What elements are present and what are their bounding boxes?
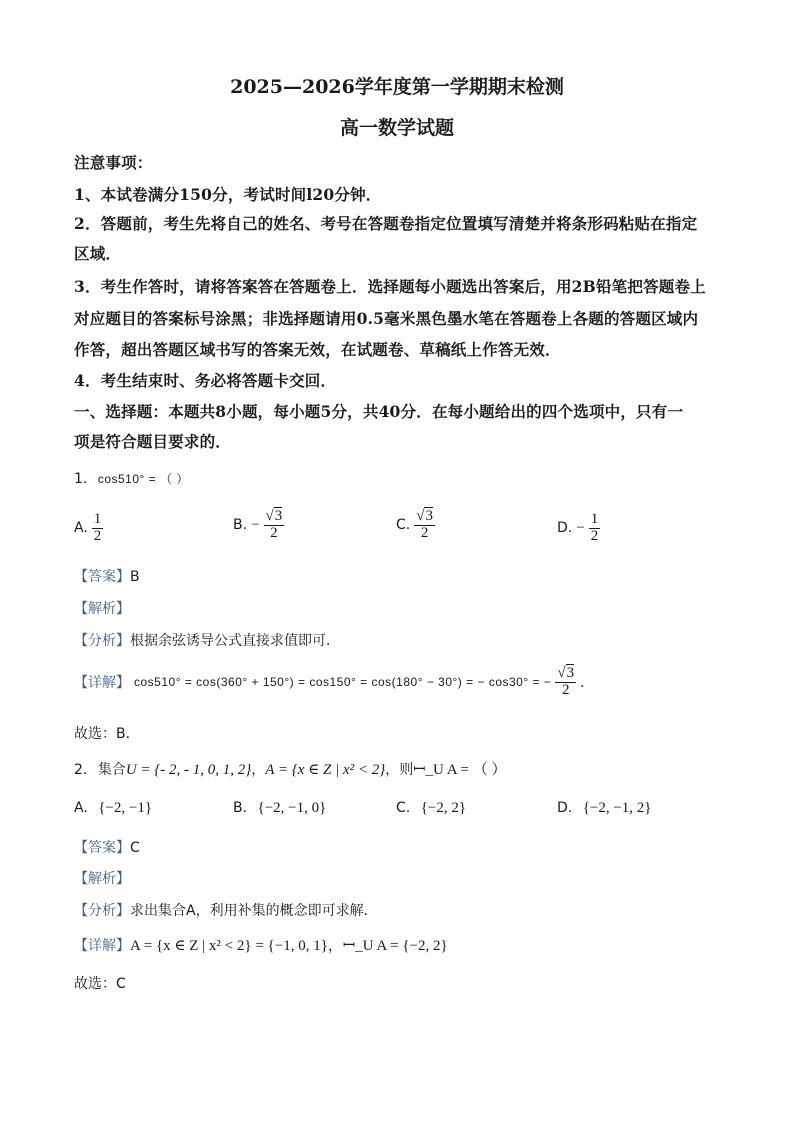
denominator: 2 [590, 527, 599, 544]
answer-value: B [130, 569, 140, 585]
answer-value: C [130, 840, 140, 856]
notes-item-1: 1、本试卷满分150分，考试时间l20分钟． [74, 185, 382, 204]
question-1-stem [74, 470, 189, 487]
q2-option-d [557, 800, 652, 817]
section-heading-line-1: 一、选择题：本题共8小题，每小题5分，共40分．在每小题给出的四个选项中，只有一 [74, 402, 684, 421]
denominator: 2 [420, 524, 429, 541]
question-stem: cos510° = （ ） [97, 472, 189, 486]
radicand: 3 [274, 508, 283, 524]
q1-option-a [74, 512, 103, 545]
complement-expression: ꟷ_U A = （ ） [413, 762, 507, 778]
notes-item-3-line-2: 对应题目的答案标号涂黑；非选择题请用0.5毫米黑色墨水笔在答题卷上各题的答题区域内 [74, 309, 699, 328]
answer-tag: 【答案】 [74, 569, 130, 585]
denominator: 2 [561, 681, 570, 698]
option-label: D. [557, 800, 573, 816]
q2-fenxi [74, 900, 368, 920]
detail-formula: cos510° = cos(360° + 150°) = cos150° = cos(180° − 30°) = − cos30° = − [134, 675, 552, 690]
notes-item-3-line-1: 3．考生作答时，请将答案答在答题卷上．选择题每小题选出答案后，用2B铅笔把答题卷上 [74, 277, 706, 296]
q1-answer [74, 566, 140, 586]
denominator: 2 [270, 524, 278, 541]
minus-sign: − [576, 519, 585, 536]
q1-fenxi [74, 630, 340, 650]
option-label: B. [233, 800, 248, 816]
detail-tag: 【详解】 [74, 938, 130, 954]
stem-mid: ，则 [385, 762, 414, 778]
q1-detail [74, 666, 594, 699]
notes-item-4: 4．考生结束时、务必将答题卡交回． [74, 371, 337, 390]
option-value: {−2, 2} [420, 800, 467, 816]
detail-tag: 【详解】 [74, 675, 130, 692]
radicand: 3 [425, 508, 433, 524]
stem-comma: ， [251, 762, 266, 778]
option-label: C. [396, 517, 411, 534]
notes-heading: 注意事项： [74, 153, 153, 172]
q1-option-b [233, 509, 284, 542]
stem-prefix: 集合 [97, 762, 126, 778]
question-2-stem [74, 758, 506, 779]
detail-formula: A = {x ∈ Z | x² < 2} = {−1, 0, 1}，ꟷ_U A = {−2, 2} [130, 938, 448, 954]
denominator: 2 [93, 527, 102, 544]
q2-option-c [396, 800, 466, 817]
exam-title: 2025—2026学年度第一学期期末检测 [230, 76, 564, 98]
set-u: U = {- 2, - 1, 0, 1, 2} [125, 762, 252, 778]
exam-subtitle: 高一数学试题 [339, 117, 454, 139]
option-label: B. [233, 517, 248, 534]
radicand: 3 [566, 665, 575, 681]
question-number: 2. [74, 762, 88, 778]
fraction: $\frac{√3}{2}$ [265, 508, 283, 541]
fraction: $\frac{√3}{2}$ [557, 665, 575, 698]
q2-option-a [74, 800, 152, 817]
q2-option-b [233, 800, 326, 817]
fenxi-text: 根据余弦诱导公式直接求值即可． [130, 633, 340, 649]
fraction [589, 512, 601, 545]
option-label: D. [557, 520, 573, 537]
set-a: A = {x ∈ Z | x² < 2} [265, 762, 386, 778]
option-value: {−2, −1, 2} [582, 800, 652, 816]
notes-item-2-line-1: 2．答题前，考生先将自己的姓名、考号在答题卷指定位置填写清楚并将条形码粘贴在指定 [74, 214, 698, 233]
q2-choose: 故选：C [74, 976, 126, 992]
option-label: A. [74, 800, 88, 816]
numerator: 1 [93, 511, 102, 527]
option-label: A. [74, 520, 88, 537]
notes-item-3-line-3: 作答，超出答题区域书写的答案无效，在试题卷、草稿纸上作答无效． [74, 340, 561, 359]
detail-end: ． [580, 675, 595, 692]
minus-sign: − [251, 516, 260, 533]
option-label: C. [396, 800, 411, 816]
q2-answer [74, 837, 140, 857]
fraction [92, 512, 104, 545]
section-heading-line-2: 项是符合题目要求的． [74, 432, 232, 451]
q1-option-c [396, 509, 435, 542]
option-value: {−2, −1, 0} [257, 800, 327, 816]
option-value: {−2, −1} [98, 800, 153, 816]
q2-detail [74, 934, 448, 955]
fraction: $\frac{√3}{2}$ [416, 508, 433, 541]
q1-option-d [557, 512, 600, 545]
notes-item-2-line-2: 区域． [74, 244, 122, 263]
fenxi-tag: 【分析】 [74, 633, 130, 649]
numerator: 1 [590, 511, 599, 527]
answer-tag: 【答案】 [74, 840, 130, 856]
q1-choose: 故选：B． [74, 726, 140, 742]
q1-analysis-tag: 【解析】 [74, 601, 130, 617]
fenxi-text: 求出集合A，利用补集的概念即可求解. [130, 903, 369, 919]
q2-analysis-tag: 【解析】 [74, 871, 130, 887]
question-number: 1. [74, 471, 88, 487]
fenxi-tag: 【分析】 [74, 903, 130, 919]
